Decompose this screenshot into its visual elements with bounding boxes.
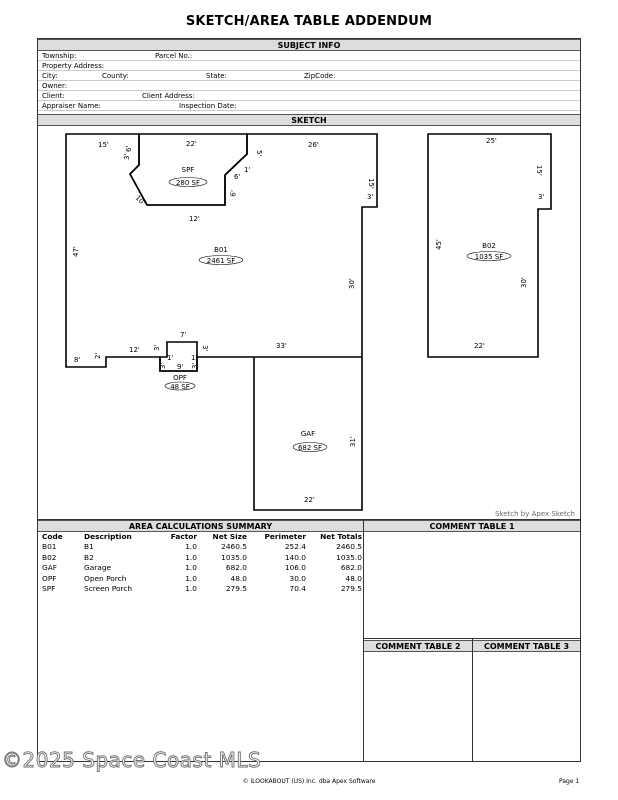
- dim-label: 6': [234, 173, 241, 181]
- table-cell: 252.4: [284, 542, 306, 552]
- dim-label: 3': [153, 344, 161, 351]
- dim-label: 15': [535, 165, 543, 176]
- inspection-date-label: Inspection Date:: [179, 102, 237, 110]
- dim-label: 33': [276, 342, 287, 350]
- property-address-label: Property Address:: [42, 62, 105, 70]
- table-cell: 70.4: [289, 584, 306, 593]
- dim-label: 3': [538, 193, 545, 201]
- dim-label: 1': [167, 354, 174, 362]
- floor-plan-sketch: [38, 127, 580, 520]
- appraiser-name-label: Appraiser Name:: [42, 102, 101, 110]
- subject-row-city: [38, 71, 580, 81]
- b01-area: 2461 SF: [206, 257, 236, 265]
- table-cell: 2460.5: [336, 542, 362, 552]
- table-header-cell: Factor: [170, 532, 197, 541]
- dim-label: 22': [474, 342, 485, 350]
- opf-area: 48 SF: [170, 383, 190, 391]
- dim-label: 45': [435, 239, 443, 250]
- table-cell: 140.0: [284, 552, 306, 562]
- comment-table-1-header: COMMENT TABLE 1: [364, 520, 580, 532]
- dim-label: 22': [304, 496, 315, 504]
- dim-label: 15': [367, 178, 375, 189]
- table-cell: 1.0: [185, 542, 197, 552]
- table-cell: 30.0: [289, 573, 306, 583]
- dim-label: 12': [129, 346, 140, 354]
- watermark: ©2025 Space Coast MLS: [2, 748, 262, 772]
- dim-label: 26': [308, 141, 319, 149]
- table-header-cell: Description: [84, 532, 132, 541]
- client-address-label: Client Address:: [142, 92, 195, 100]
- spf-area: 280 SF: [175, 179, 201, 187]
- table-cell: 1.0: [185, 552, 197, 562]
- subject-row-owner: [38, 81, 580, 91]
- dim-label: 3': [191, 362, 199, 369]
- comment-2-3-divider: [472, 639, 473, 762]
- dim-label: 31': [349, 436, 357, 447]
- dim-label: 5': [255, 150, 263, 157]
- table-cell: B2: [84, 552, 94, 562]
- footer-page: Page 1: [559, 778, 580, 785]
- table-cell: 1035.0: [336, 552, 362, 562]
- dim-label: 6': [229, 189, 239, 198]
- page-title: SKETCH/AREA TABLE ADDENDUM: [185, 14, 433, 29]
- table-cell: 682.0: [225, 563, 247, 573]
- state-label: State:: [206, 72, 227, 80]
- area-calculations-table: [38, 532, 363, 602]
- table-cell: B02: [42, 552, 57, 562]
- opf-code: OPF: [173, 374, 187, 382]
- table-cell: 682.0: [340, 563, 362, 573]
- county-label: County:: [102, 72, 129, 80]
- table-cell: 1.0: [185, 573, 197, 583]
- table-header-cell: Net Size: [212, 532, 247, 541]
- dim-label: 9': [177, 363, 184, 371]
- subject-row-appraiser: [38, 101, 580, 111]
- table-cell: 279.5: [225, 584, 247, 593]
- b02-code: B02: [482, 242, 496, 250]
- dim-label: 12': [189, 215, 200, 223]
- dim-label: 2': [94, 352, 102, 359]
- dim-label: 6': [125, 145, 133, 152]
- table-cell: Screen Porch: [84, 584, 133, 593]
- dim-label: 3': [123, 153, 131, 160]
- dim-label: 3': [367, 193, 374, 201]
- gaf-code: GAF: [300, 430, 316, 438]
- dim-label: 10': [133, 193, 147, 208]
- table-cell: OPF: [42, 573, 57, 583]
- sketch-header: SKETCH: [38, 114, 580, 126]
- dim-label: 30': [520, 277, 528, 288]
- dim-label: 15': [98, 141, 109, 149]
- dim-label: 3': [201, 345, 209, 352]
- table-cell: 1.0: [185, 563, 197, 573]
- area-table-header: AREA CALCULATIONS SUMMARY: [38, 520, 363, 532]
- comment-table-2-header: COMMENT TABLE 2: [364, 640, 472, 652]
- comment-table-3-header: COMMENT TABLE 3: [473, 640, 580, 652]
- dim-label: 30': [348, 278, 356, 289]
- table-cell: Open Porch: [84, 573, 127, 583]
- b01-code: B01: [214, 246, 228, 254]
- gaf-area: 682 SF: [297, 444, 323, 452]
- table-cell: B1: [84, 542, 94, 552]
- sketch-credit: Sketch by Apex Sketch: [495, 510, 575, 518]
- city-label: City:: [42, 72, 58, 80]
- table-cell: 279.5: [340, 584, 362, 593]
- dim-label: 1': [191, 354, 198, 362]
- dim-label: 1': [244, 166, 251, 174]
- table-cell: 2460.5: [221, 542, 247, 552]
- table-cell: B01: [42, 542, 57, 552]
- dim-label: 25': [486, 137, 497, 145]
- spf-code: SPF: [181, 166, 195, 174]
- dim-label: 8': [74, 356, 81, 364]
- client-label: Client:: [42, 92, 65, 100]
- dim-label: 7': [180, 331, 187, 339]
- dim-label: 47': [72, 246, 80, 257]
- dim-label: 22': [186, 140, 197, 148]
- owner-label: Owner:: [42, 82, 68, 90]
- table-header-cell: Perimeter: [264, 532, 306, 541]
- subject-info-header: SUBJECT INFO: [38, 39, 580, 51]
- table-cell: 106.0: [284, 563, 306, 573]
- table-cell: 1035.0: [221, 552, 247, 562]
- zipcode-label: ZipCode:: [304, 72, 336, 80]
- table-cell: 1.0: [185, 584, 197, 593]
- subject-row-client: [38, 91, 580, 101]
- table-cell: 48.0: [230, 573, 247, 583]
- township-label: Township:: [42, 52, 77, 60]
- table-header-cell: Code: [42, 532, 63, 541]
- table-cell: Garage: [84, 563, 112, 573]
- dim-label: 3': [159, 362, 167, 369]
- subject-row-address: [38, 61, 580, 71]
- table-cell: SPF: [42, 584, 56, 593]
- table-cell: GAF: [42, 563, 58, 573]
- parcel-no-label: Parcel No.:: [155, 52, 193, 60]
- footer-copyright: © iLOOKABOUT (US) Inc. dba Apex Software: [242, 778, 376, 785]
- table-header-cell: Net Totals: [320, 532, 362, 541]
- subject-row-township: [38, 51, 580, 61]
- table-cell: 48.0: [345, 573, 362, 583]
- b02-area: 1035 SF: [474, 253, 504, 261]
